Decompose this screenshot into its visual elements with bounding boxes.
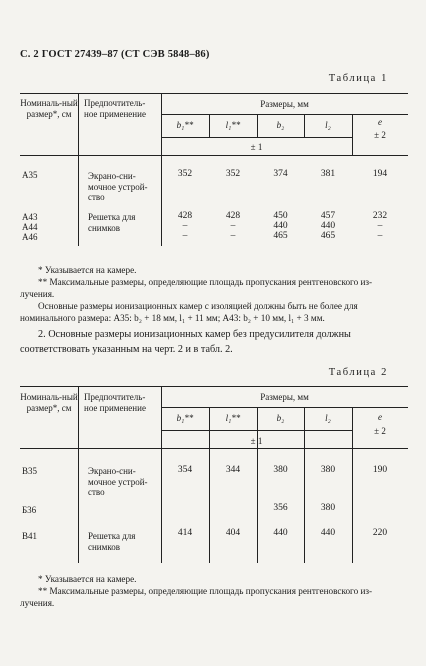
table-cell: – [230, 221, 236, 231]
table-cell: 465 [273, 231, 288, 241]
table-cell: 354 [177, 465, 193, 475]
col-purpose-header: Предпочтитель-ное применение [84, 392, 146, 413]
table-cell: 428 [177, 211, 193, 221]
table-cell: 344 [225, 465, 241, 475]
footnote: Основные размеры ионизационных камер с изоляцией должны быть не более для номинального размера: А35: b₂ + 18 мм, l₁ + 11 мм; А43: b₂ + 10 мм, l₁ + 3 мм. [20, 301, 358, 323]
subheader-l2: l₂ [325, 120, 331, 130]
table1-footnotes [20, 264, 400, 324]
table1-caption: Таблица 1 [328, 73, 388, 84]
table-cell: 220 [372, 528, 388, 538]
table-cell: 457 [320, 211, 336, 221]
col-nominal-header: Номиналь-ный размер*, см [20, 98, 78, 119]
table-row-name: А44 [22, 222, 38, 232]
table-cell: 380 [273, 465, 288, 475]
table2-caption: Таблица 2 [328, 367, 388, 378]
table-row-name: А46 [22, 232, 38, 242]
subheader-e: e [378, 412, 382, 422]
table-row-name: В35 [22, 466, 38, 476]
table2-footnotes [20, 573, 400, 609]
table-cell: 440 [273, 221, 288, 231]
table-row-purpose: Экрано-сни-мочное устрой-ство [88, 171, 148, 202]
table-cell: 414 [177, 528, 193, 538]
table-row-purpose: Экрано-сни-мочное устрой-ство [88, 466, 148, 497]
subheader-l1: l₁** [225, 120, 241, 130]
table-cell: – [377, 221, 383, 231]
table-cell: 356 [273, 503, 288, 513]
table-cell: 380 [320, 465, 336, 475]
table-row-purpose: Решетка для снимков [88, 212, 136, 233]
size-tolerance: ± 1 [250, 142, 263, 152]
table-cell: 190 [372, 465, 388, 475]
table-row-name: В41 [22, 531, 38, 541]
table-cell: 440 [320, 221, 336, 231]
subheader-b1: b₁** [176, 413, 194, 423]
table-cell: 465 [320, 231, 336, 241]
subheader-e: e [378, 117, 382, 127]
table-row-name: А43 [22, 212, 38, 222]
table-cell: – [182, 231, 188, 241]
col-nominal-header: Номиналь-ный размер*, см [20, 392, 78, 413]
table-row-name: Б36 [22, 505, 37, 515]
table-cell: 428 [225, 211, 241, 221]
table-cell: – [182, 221, 188, 231]
size-tolerance: ± 1 [250, 436, 263, 446]
table-cell: – [230, 231, 236, 241]
subheader-l1: l₁** [225, 413, 241, 423]
table-cell: 381 [320, 169, 336, 179]
table-cell: 440 [320, 528, 336, 538]
paragraph-2: 2. Основные размеры ионизационных камер без предусилителя должны соответствовать указанным на черт. 2 и в табл. 2. [20, 329, 351, 355]
subheader-b2: b₂ [276, 413, 285, 423]
table-cell: 232 [372, 211, 388, 221]
table-cell: – [377, 231, 383, 241]
page-header: С. 2 ГОСТ 27439–87 (СТ СЭВ 5848–86) [20, 49, 210, 60]
table-row-purpose: Решетка для снимков [88, 531, 136, 552]
table-cell: 194 [372, 169, 388, 179]
col-purpose-header: Предпочтитель-ное применение [84, 98, 146, 119]
table-cell: 374 [273, 169, 288, 179]
table-cell: 450 [273, 211, 288, 221]
table-cell: 352 [177, 169, 193, 179]
e-tolerance: ± 2 [374, 130, 386, 140]
table-cell: 404 [225, 528, 241, 538]
table-cell: 440 [273, 528, 288, 538]
footnote: ** Максимальные размеры, определяющие площадь пропускания рентгеновского из-лучения. [20, 586, 373, 608]
table-cell: 352 [225, 169, 241, 179]
col-sizes-header: Размеры, мм [260, 99, 309, 109]
footnote: * Указывается на камере. [38, 265, 137, 275]
table-cell: 380 [320, 503, 336, 513]
subheader-l2: l₂ [325, 413, 331, 423]
table2 [20, 386, 408, 563]
table1 [20, 93, 408, 246]
footnote: ** Максимальные размеры, определяющие площадь пропускания рентгеновского из-лучения. [20, 277, 373, 299]
table-row-name: А35 [22, 170, 38, 180]
e-tolerance: ± 2 [374, 426, 386, 436]
footnote: * Указывается на камере. [38, 574, 137, 584]
subheader-b1: b₁** [176, 120, 194, 130]
subheader-b2: b₂ [276, 120, 285, 130]
col-sizes-header: Размеры, мм [260, 392, 309, 402]
